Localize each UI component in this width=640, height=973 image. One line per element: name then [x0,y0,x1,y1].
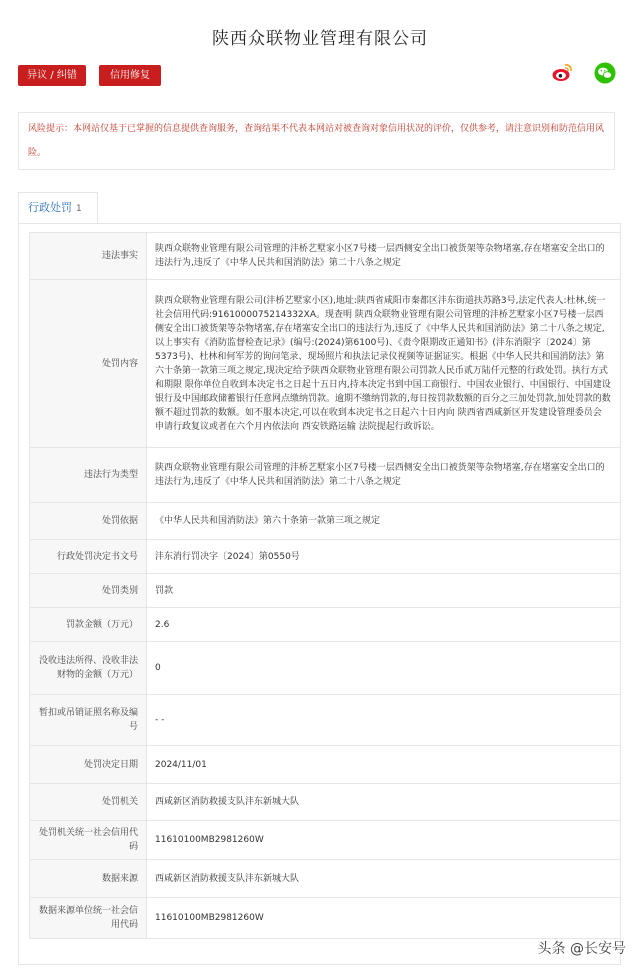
row-label: 处罚依据 [30,503,147,540]
row-label: 暂扣或吊销证照名称及编号 [30,695,147,746]
row-value: 0 [147,642,621,695]
tab-count-badge: 1 [76,204,82,214]
table-row [30,898,621,939]
row-label: 处罚类别 [30,574,147,608]
row-value: 《中华人民共和国消防法》第六十条第一款第三项之规定 [147,503,621,540]
company-name: 陕西众联物业管理有限公司 [212,29,428,49]
table-row [30,695,621,746]
table-row [30,574,621,608]
wechat-icon[interactable] [594,62,616,84]
row-value: 2.6 [147,608,621,642]
row-label: 处罚内容 [30,280,147,448]
credit-repair-button[interactable]: 信用修复 [99,65,161,86]
row-label: 行政处罚决定书文号 [30,540,147,574]
table-row [30,784,621,821]
row-label: 数据来源 [30,860,147,898]
table-row [30,448,621,503]
table-row [30,746,621,784]
risk-notice [18,112,615,170]
row-value: 11610100MB2981260W [147,821,621,860]
table-row [30,860,621,898]
row-value: 陕西众联物业管理有限公司管理的沣桥艺墅家小区7号楼一层西侧安全出口被货架等杂物堵塞,存在堵塞安全出口的违法行为,违反了《中华人民共和国消防法》第二十八条之规定 [147,448,621,503]
weibo-icon[interactable] [551,62,573,84]
row-label: 违法行为类型 [30,448,147,503]
table-row [30,821,621,860]
table-row [30,233,621,280]
row-value: 2024/11/01 [147,746,621,784]
row-value: 西咸新区消防救援支队沣东新城大队 [147,860,621,898]
row-value: - - [147,695,621,746]
tab-bar [18,192,621,224]
tab-administrative-penalty[interactable] [18,192,98,223]
row-value: 沣东消行罚决字〔2024〕第0550号 [147,540,621,574]
objection-button[interactable]: 异议 / 纠错 [18,65,86,86]
row-value: 陕西众联物业管理有限公司(沣桥艺墅家小区),地址:陕西省咸阳市秦都区沣东街道扶苏路3号,法定代表人:杜林,统一社会信用代码:9161000075214332XA。现查明 陕西众联物业管理有限公司管理的沣桥艺墅家小区7号楼一层西侧安全出口被货架等杂物堵塞,存在堵塞安全出口的违法行为,违反了《中华人民共和国消防法》第二十八条之规定,以上事实有《消防监督检查记录》(编号:(2024)第6100号)、《责令限期改正通知书》(沣东消限字〔2024〕第5373号)、杜林和何军芳的询问笔录、现场照片和执法记录仪视频等证据证实。根据《中华人民共和国消防法》第六十条第一款第三项之规定,现决定给予陕西众联物业管理有限公司罚款人民币贰万陆仟元整的行政处罚。执行方式和期限 限你单位自收到本决定书之日起十五日内,持本决定书到中国工商银行、中国农业银行、中国银行、中国建设银行及中国邮政储蓄银行任意网点缴纳罚款。逾期不缴纳罚款的,每日按罚款数额的百分之三加处罚款,加处罚款的数额不超过罚款的数额。如不服本决定,可以在收到本决定书之日起六十日内向 陕西省西咸新区开发建设管理委员会 申请行政复议或者在六个月内依法向 西安铁路运输 法院提起行政诉讼。 [147,280,621,448]
footer-watermark: 头条 @长安号 [537,941,626,957]
table-row [30,608,621,642]
row-value: 陕西众联物业管理有限公司管理的沣桥艺墅家小区7号楼一层西侧安全出口被货架等杂物堵塞,存在堵塞安全出口的违法行为,违反了《中华人民共和国消防法》第二十八条之规定 [147,233,621,280]
row-label: 罚款金额（万元） [30,608,147,642]
row-label: 数据来源单位统一社会信用代码 [30,898,147,939]
row-value: 11610100MB2981260W [147,898,621,939]
table-row [30,280,621,448]
table-row [30,503,621,540]
table-row [30,642,621,695]
tab-label: 行政处罚 [28,201,72,214]
row-label: 处罚决定日期 [30,746,147,784]
row-value: 西咸新区消防救援支队沣东新城大队 [147,784,621,821]
row-label: 没收违法所得、没收非法财物的金额（万元） [30,642,147,695]
table-row [30,540,621,574]
row-label: 违法事实 [30,233,147,280]
row-value: 罚款 [147,574,621,608]
row-label: 处罚机关统一社会信用代码 [30,821,147,860]
risk-notice-text: 风险提示：本网站仅基于已掌握的信息提供查询服务，查询结果不代表本网站对被查询对象信用状况的评价，仅供参考，请注意识别和防范信用风险。 [28,124,605,158]
penalty-detail-table [29,232,621,939]
row-label: 处罚机关 [30,784,147,821]
